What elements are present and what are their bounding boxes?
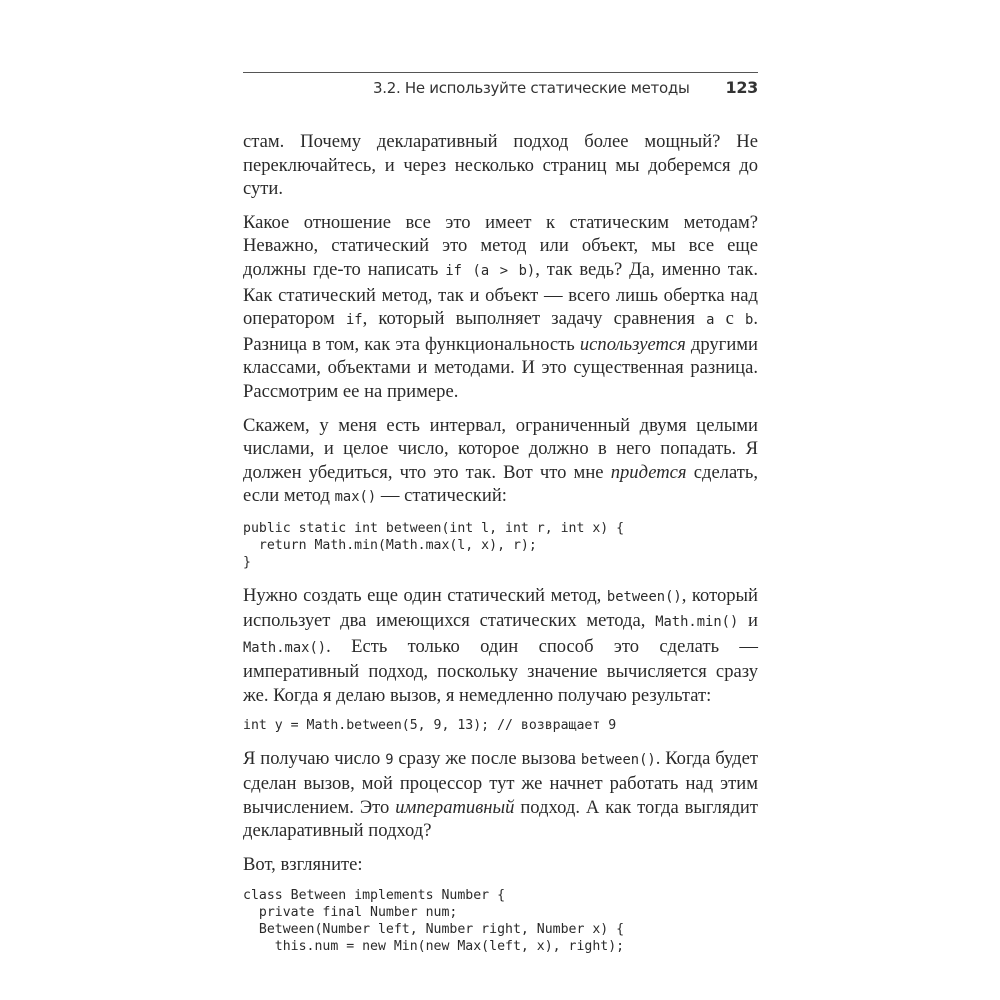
emphasis: придется — [610, 461, 687, 483]
paragraph-1: стам. Почему декларативный подход более мощный? Не переключайтесь, и через несколько страниц мы доберемся до сути. — [243, 131, 758, 200]
emphasis: императивный — [395, 796, 515, 818]
inline-code: b — [745, 312, 754, 329]
inline-code: if (a > b) — [445, 262, 536, 279]
paragraph-6: Вот, взгляните: — [243, 854, 363, 876]
header-rule — [243, 72, 758, 73]
text: . Разница в том, как эта функциональность — [243, 308, 758, 355]
paragraph-2 — [243, 211, 758, 404]
page-body — [243, 130, 758, 967]
inline-code: between() — [580, 751, 656, 768]
page-number: 123 — [725, 78, 758, 97]
text: , который выполняет задачу сравнения — [362, 308, 707, 330]
inline-code: max() — [334, 489, 377, 506]
code-block-call: int y = Math.between(5, 9, 13); // возвращает 9 — [243, 718, 617, 734]
code-block-between-static: public static int between(int l, int r, int x) { return Math.min(Math.max(l, x), r); } — [243, 520, 625, 571]
paragraph-3 — [243, 414, 758, 510]
running-header — [373, 78, 758, 97]
paragraph-5 — [243, 747, 758, 843]
text: сделать, если метод — [243, 461, 758, 507]
text: Какое отношение все это имеет к статическим методам? Неважно, статический это метод или объект, мы все еще должны где-то написать — [243, 211, 758, 280]
text: — статический: — [376, 485, 507, 507]
text: другими классами, объектами и методами. И это существенная разница. Рассмотрим ее на примере. — [243, 333, 758, 402]
text: , так ведь? Да, именно так. Как статический метод, так и объект — всего лишь обертка над оператором — [243, 258, 758, 330]
inline-code: Math.min() — [655, 614, 739, 631]
code-block-between-class: class Between implements Number { private final Number num; Between(Number left, Number right, Number x) { this.num = new Min(new Max(left, x), right); — [243, 887, 625, 955]
emphasis: используется — [579, 333, 686, 355]
paragraph-4 — [243, 584, 758, 708]
text: . Есть только один способ это сделать — императивный подход, поскольку значение вычисляется сразу же. Когда я делаю вызов, я немедленно получаю результат: — [243, 635, 758, 706]
text: , который использует два имеющихся статических метода, — [243, 584, 758, 632]
text: . Когда будет сделан вызов, мой процессор тут же начнет работать над этим вычислением. Это — [243, 747, 758, 818]
text: подход. А как тогда выглядит декларативный подход? — [243, 796, 758, 842]
text: Нужно создать еще один статический метод, — [243, 584, 607, 606]
text: с — [714, 308, 746, 330]
text: Я получаю число — [243, 747, 386, 769]
inline-code: Math.max() — [243, 639, 327, 656]
section-title: 3.2. Не используйте статические методы — [373, 79, 690, 97]
inline-code: if — [345, 312, 363, 329]
text: сразу же после вызова — [393, 747, 581, 769]
inline-code: between() — [606, 588, 682, 605]
inline-code: a — [706, 312, 715, 329]
inline-code: 9 — [385, 751, 394, 768]
text: и — [738, 610, 758, 632]
text: Скажем, у меня есть интервал, ограниченный двумя целыми числами, и целое число, которое должно в него попадать. Я должен убедиться, что это так. Вот что мне — [243, 414, 758, 483]
